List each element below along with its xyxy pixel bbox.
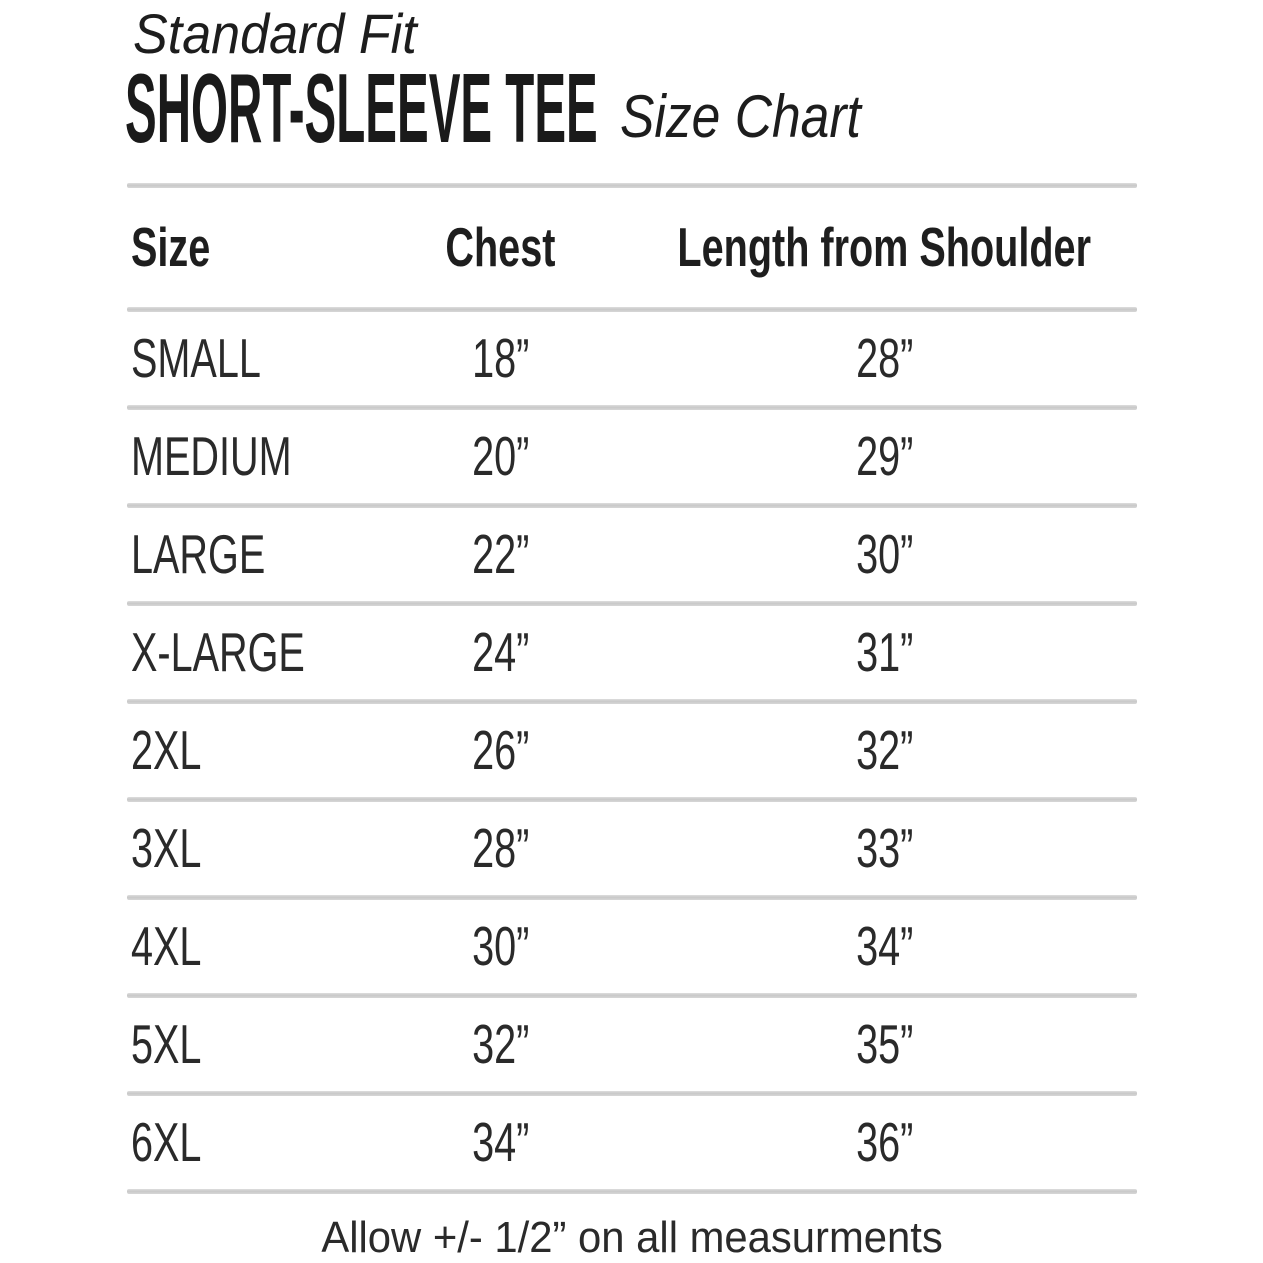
length-cell: 34”: [855, 915, 914, 977]
chest-cell: 28”: [472, 817, 530, 879]
column-header-length: Length from Shoulder: [677, 216, 1092, 278]
divider: [127, 1189, 1137, 1194]
length-cell: 36”: [855, 1111, 914, 1173]
table-row: [127, 704, 1137, 797]
column-header-chest: Chest: [445, 216, 556, 278]
size-cell: LARGE: [131, 523, 266, 585]
chest-cell: 30”: [472, 915, 530, 977]
table-header-row: [127, 188, 1137, 307]
page-title-text: SHORT-SLEEVE TEE: [125, 53, 598, 163]
length-cell: 32”: [855, 719, 914, 781]
column-header-size: Size: [131, 216, 211, 278]
chest-cell: 24”: [472, 621, 530, 683]
chest-cell: 20”: [472, 425, 530, 487]
table-row: [127, 410, 1137, 503]
size-cell: MEDIUM: [131, 425, 292, 487]
chart-type-label: [620, 82, 900, 151]
table-row: [127, 802, 1137, 895]
length-cell: 33”: [855, 817, 914, 879]
size-chart-content: [127, 0, 1137, 1194]
size-cell: 5XL: [131, 1013, 202, 1075]
table-row: [127, 508, 1137, 601]
chest-cell: 22”: [472, 523, 530, 585]
length-cell: 31”: [855, 621, 914, 683]
chest-cell: 34”: [472, 1111, 530, 1173]
footnote-text: Allow +/- 1/2” on all measurments: [321, 1213, 943, 1262]
table-row: [127, 312, 1137, 405]
length-cell: 35”: [855, 1013, 914, 1075]
chest-cell: 26”: [472, 719, 530, 781]
size-cell: 3XL: [131, 817, 202, 879]
title-block: [127, 0, 1137, 183]
fit-type-text: Standard Fit: [133, 2, 417, 65]
length-cell: 28”: [855, 327, 914, 389]
chest-cell: 18”: [472, 327, 530, 389]
footnote: [127, 1213, 1137, 1263]
table-row: [127, 900, 1137, 993]
size-cell: X-LARGE: [131, 621, 305, 683]
table-row: [127, 606, 1137, 699]
length-cell: 29”: [855, 425, 914, 487]
table-row: [127, 1096, 1137, 1189]
chart-type-text: Size Chart: [620, 83, 861, 150]
size-cell: 2XL: [131, 719, 202, 781]
size-cell: SMALL: [131, 327, 261, 389]
chest-cell: 32”: [472, 1013, 530, 1075]
size-cell: 4XL: [131, 915, 202, 977]
table-row: [127, 998, 1137, 1091]
length-cell: 30”: [855, 523, 914, 585]
page-title: [125, 52, 1100, 165]
size-cell: 6XL: [131, 1111, 202, 1173]
